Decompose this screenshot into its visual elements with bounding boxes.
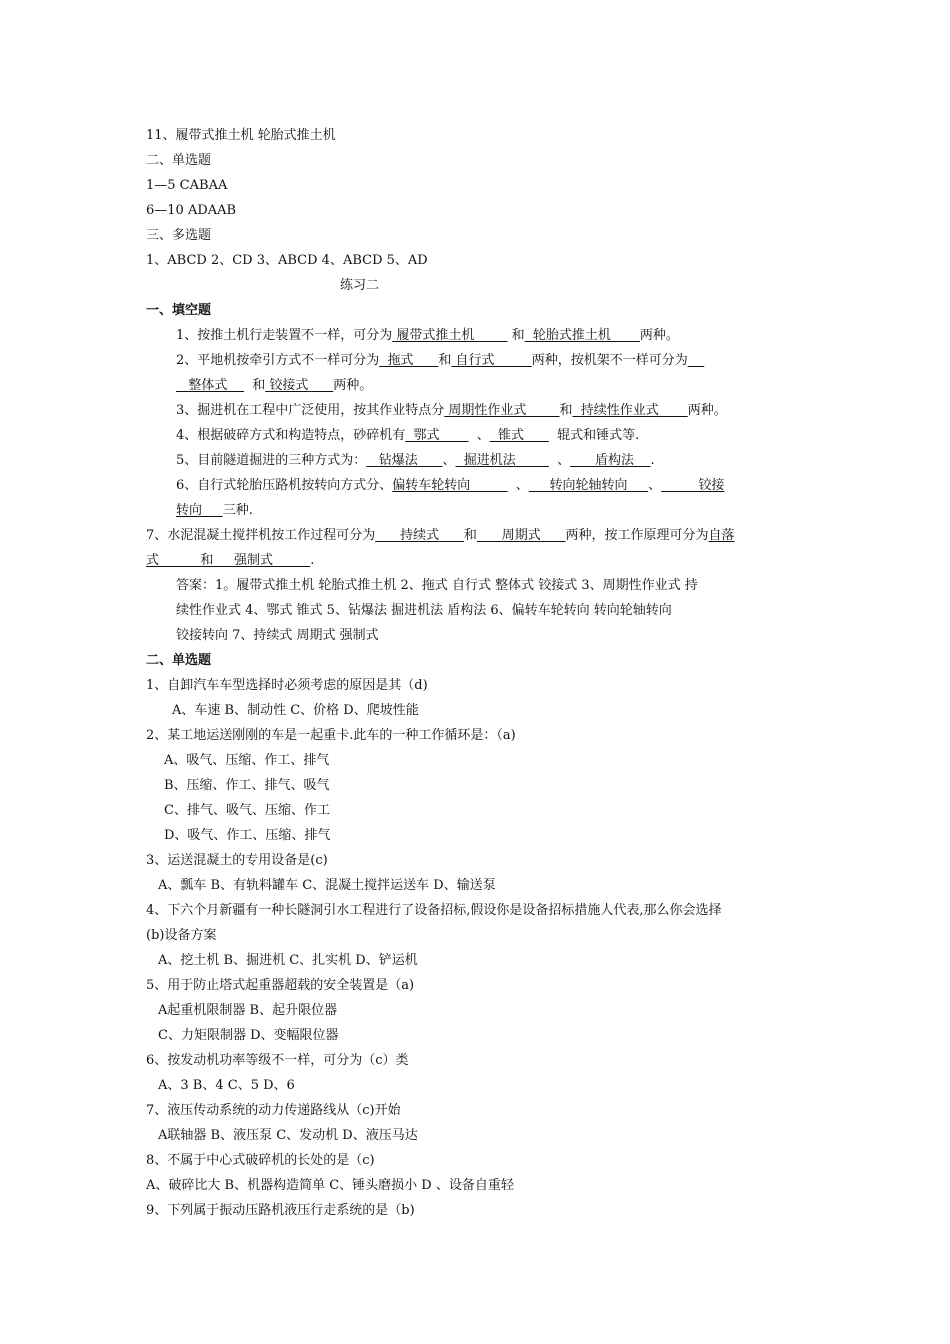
section-heading: 二、单选题 — [146, 153, 212, 168]
answer-line: 1、ABCD 2、CD 3、ABCD 4、ABCD 5、AD — [146, 253, 428, 268]
question-text: 两种。 — [687, 403, 727, 418]
mc-question: 5、用于防止塔式起重器超载的安全装置是（a) — [146, 978, 415, 993]
blank-answer: 锥式 — [498, 428, 525, 443]
section-heading: 二、单选题 — [146, 653, 212, 668]
mc-options: A、破碎比大 B、机器构造简单 C、锤头磨损小 D 、设备自重轻 — [146, 1178, 514, 1193]
question-3 — [176, 402, 727, 420]
mc-options: A联轴器 B、液压泵 C、发动机 D、液压马达 — [158, 1128, 418, 1143]
connector: 、 — [442, 453, 456, 468]
question-text: . — [650, 453, 655, 468]
question-text: 辊式和锤式等. — [557, 428, 640, 443]
mc-option: A、吸气、压缩、作工、排气 — [164, 753, 330, 768]
blank-answer: 偏转车轮转向 — [392, 478, 471, 493]
question-text: 两种，按工作原理可分为 — [565, 528, 709, 543]
mc-option: D、吸气、作工、压缩、排气 — [164, 828, 331, 843]
blank-answer: 式 和 强制式 — [146, 553, 274, 568]
connector: 和 — [511, 328, 525, 343]
blank-answer: 轮胎式推土机 — [532, 328, 611, 343]
question-7 — [146, 527, 735, 545]
blank-answer: 持续性作业式 — [580, 403, 659, 418]
answer-key: 铰接转向 7、持续式 周期式 强制式 — [176, 628, 379, 643]
mc-options: C、力矩限制器 D、变幅限位器 — [158, 1028, 339, 1043]
mc-question: 7、液压传动系统的动力传递路线从（c)开始 — [146, 1103, 401, 1118]
blank-answer: 自行式 — [455, 353, 495, 368]
blank-answer: 持续式 — [400, 528, 440, 543]
answer-line: 6—10 ADAAB — [146, 203, 237, 218]
question-text: 3、掘进机在工程中广泛使用，按其作业特点分 — [176, 403, 445, 418]
blank-answer: 钻爆法 — [378, 453, 418, 468]
mc-question: 3、运送混凝土的专用设备是(c) — [146, 853, 328, 868]
connector: 和 — [252, 378, 266, 393]
connector: 和 — [559, 403, 573, 418]
blank-answer: 铰接式 — [269, 378, 309, 393]
answer-line: 11、履带式推土机 轮胎式推土机 — [146, 128, 336, 143]
mc-options: A、挖土机 B、掘进机 C、扎实机 D、铲运机 — [158, 953, 418, 968]
connector: 和 — [463, 528, 477, 543]
question-7-cont — [146, 552, 314, 570]
question-text: 6、自行式轮胎压路机按转向方式分 — [176, 478, 380, 493]
exercise-title: 练习二 — [340, 278, 380, 293]
question-text: 三种. — [222, 503, 253, 518]
connector: 和 — [438, 353, 452, 368]
blank-answer: 周期式 — [501, 528, 541, 543]
mc-question: 1、自卸汽车车型选择时必须考虑的原因是其（d) — [146, 678, 428, 693]
mc-option: C、排气、吸气、压缩、作工 — [164, 803, 330, 818]
blank-answer: 铰接 — [698, 478, 725, 493]
question-text: 两种。 — [639, 328, 679, 343]
mc-question: 6、按发动机功率等级不一样，可分为（c）类 — [146, 1053, 409, 1068]
mc-options: A、瓢车 B、有轨料罐车 C、混凝土搅拌运送车 D、输送泵 — [158, 878, 496, 893]
answer-key: 答案：1。履带式推土机 轮胎式推土机 2、拖式 自行式 整体式 铰接式 3、周期性作业式 持 — [176, 578, 698, 593]
connector: 、 — [557, 453, 571, 468]
mc-options: A、3 B、4 C、5 D、6 — [158, 1078, 295, 1093]
connector: 、 — [379, 478, 393, 493]
question-5 — [176, 452, 655, 470]
question-4 — [176, 427, 639, 445]
connector: 、 — [648, 478, 662, 493]
blank-answer: 鄂式 — [413, 428, 440, 443]
question-text: 7、水泥混凝土搅拌机按工作过程可分为 — [146, 528, 376, 543]
blank-answer: 周期性作业式 — [448, 403, 527, 418]
section-heading: 三、多选题 — [146, 228, 212, 243]
question-text: 1、按推土机行走装置不一样，可分为 — [176, 328, 393, 343]
question-text: 两种。 — [333, 378, 373, 393]
mc-question-cont: (b)设备方案 — [146, 928, 217, 943]
mc-question: 4、下六个月新疆有一种长隧洞引水工程进行了设备招标,假设你是设备招标措施人代表,那么你会选择 — [146, 903, 722, 918]
blank-answer: 转向轮轴转向 — [549, 478, 628, 493]
question-text: 4、根据破碎方式和构造特点，砂碎机有 — [176, 428, 406, 443]
blank-answer: 拖式 — [387, 353, 414, 368]
blank-answer: 履带式推土机 — [396, 328, 475, 343]
connector: 、 — [476, 428, 490, 443]
question-text: 两种，按机架不一样可分为 — [531, 353, 688, 368]
question-6 — [176, 477, 724, 495]
question-text: 5、目前隧道掘进的三种方式为： — [176, 453, 367, 468]
mc-question: 9、下列属于振动压路机液压行走系统的是（b) — [146, 1203, 415, 1218]
question-text: . — [310, 553, 315, 568]
mc-options: A、车速 B、制动性 C、价格 D、爬坡性能 — [172, 703, 419, 718]
answer-line: 1—5 CABAA — [146, 178, 228, 193]
blank-answer: 盾构法 — [594, 453, 634, 468]
question-text: 2、平地机按牵引方式不一样可分为 — [176, 353, 380, 368]
mc-question: 8、不属于中心式破碎机的长处的是（c) — [146, 1153, 375, 1168]
question-6-cont — [176, 502, 253, 520]
blank-answer: 整体式 — [188, 378, 228, 393]
question-2-cont — [176, 377, 372, 395]
mc-option: B、压缩、作工、排气、吸气 — [164, 778, 330, 793]
question-1 — [176, 327, 679, 345]
connector: 、 — [515, 478, 529, 493]
question-2 — [176, 352, 704, 370]
mc-question: 2、某工地运送刚刚的车是一起重卡.此车的一种工作循环是：（a) — [146, 728, 516, 743]
answer-key: 续性作业式 4、鄂式 锥式 5、钻爆法 掘进机法 盾构法 6、偏转车轮转向 转向轮轴转向 — [176, 603, 672, 618]
blank-answer: 转向 — [176, 503, 203, 518]
mc-options: A起重机限制器 B、起升限位器 — [158, 1003, 338, 1018]
blank-answer: 自落 — [708, 528, 735, 543]
blank-answer: 掘进机法 — [463, 453, 516, 468]
section-heading: 一、填空题 — [146, 303, 212, 318]
